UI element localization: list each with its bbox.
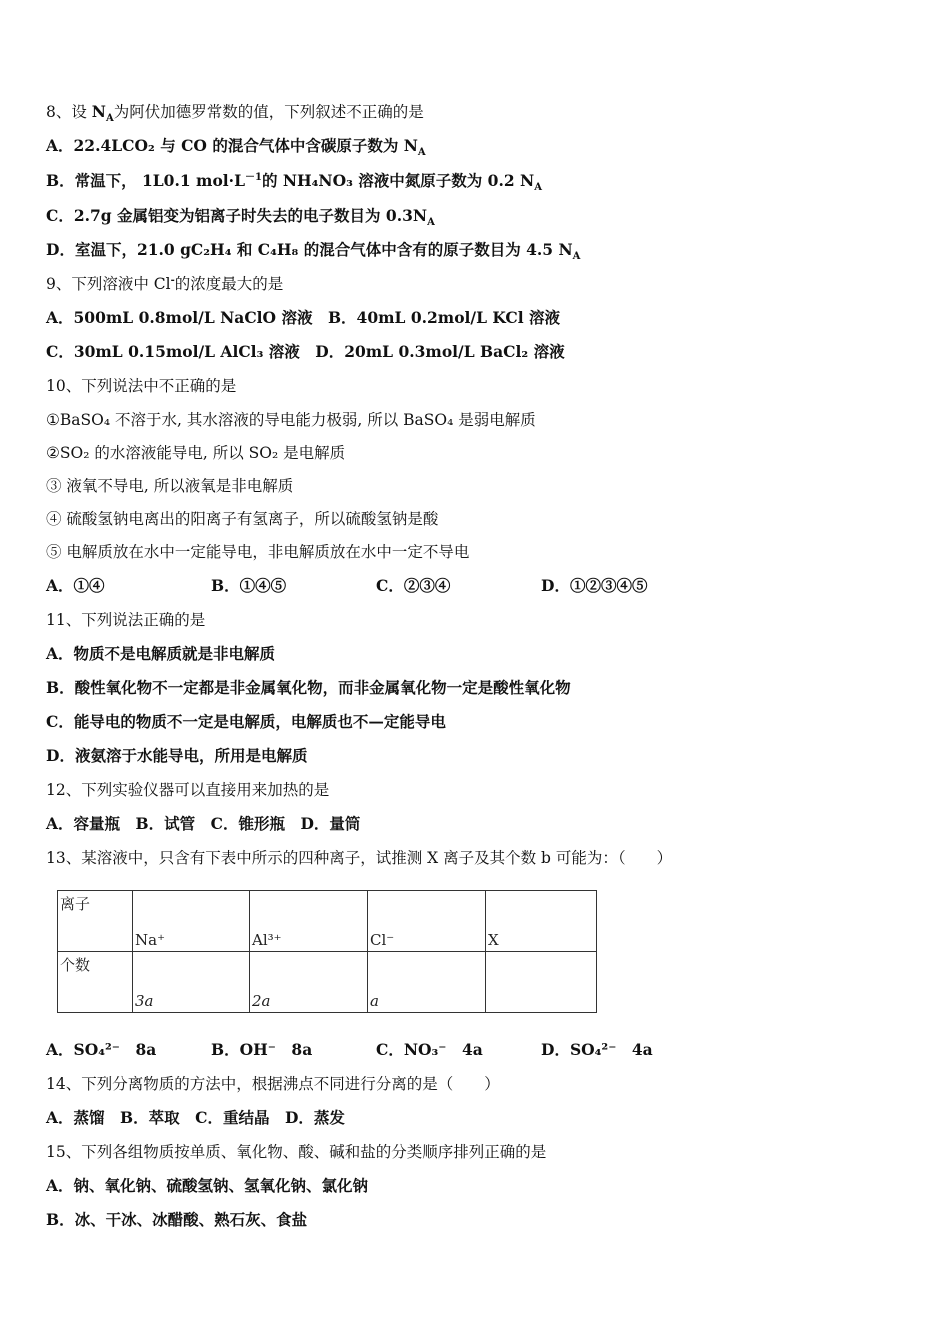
ion-table-label-ions: 离子 [58,891,133,952]
q15-option-b: B．冰、干冰、冰醋酸、熟石灰、食盐 [46,1210,308,1229]
ion-table [57,890,597,1013]
q9-options-cd: C．30mL 0.15mol/L AlCl₃ 溶液 D．20mL 0.3mol/L BaCl₂ 溶液 [46,342,565,361]
q10-option-a: A．①④ [46,576,105,595]
q14-stem: 14、下列分离物质的方法中，根据沸点不同进行分离的是（ ） [46,1075,500,1093]
ion-table-cell: X [486,891,597,952]
q10-statement-4: ④ 硫酸氢钠电离出的阳离子有氢离子，所以硫酸氢钠是酸 [46,510,439,528]
q11-option-a: A．物质不是电解质就是非电解质 [46,644,276,663]
q9-stem: 9、下列溶液中 Cl-的浓度最大的是 [46,274,284,293]
q15-option-a: A．钠、氧化钠、硫酸氢钠、氢氧化钠、氯化钠 [46,1176,369,1195]
ion-table-cell: a [368,952,486,1013]
q13-option-b: B．OH⁻ 8a [211,1040,313,1059]
q8-option-b: B．常温下， 1L0.1 $mol\cdot L^{-1}$的 NH₄NO₃ 溶液中氮原子数为 0.2 $N_A$ [46,171,542,194]
q10-statement-1: ①BaSO₄ 不溶于水, 其水溶液的导电能力极弱, 所以 BaSO₄ 是弱电解质 [46,411,536,429]
q11-option-b: B．酸性氧化物不一定都是非金属氧化物，而非金属氧化物一定是酸性氧化物 [46,678,571,697]
q13-stem: 13、某溶液中，只含有下表中所示的四种离子，试推测 X 离子及其个数 b 可能为：（ ） [46,849,673,867]
q13-option-d: D．SO₄²⁻ 4a [541,1040,653,1059]
q8-option-a: A．22.4LCO₂ 与 CO 的混合气体中含碳原子数为 $N_A$ [46,136,426,159]
q8-option-c: C．2.7g 金属铝变为铝离子时失去的电子数目为 $0.3N_A$ [46,206,435,229]
q10-options [46,576,647,596]
q13-options [46,1040,653,1060]
q12-stem: 12、下列实验仪器可以直接用来加热的是 [46,781,330,799]
ion-table-cell: Al³⁺ [250,891,368,952]
q14-options: A．蒸馏 B．萃取 C．重结晶 D．蒸发 [46,1108,345,1127]
q13-option-a: A．SO₄²⁻ 8a [46,1040,157,1059]
q10-option-b: B．①④⑤ [211,576,287,595]
ion-table-row-ions [58,891,597,952]
q12-options: A．容量瓶 B．试管 C．锥形瓶 D．量筒 [46,814,361,833]
q10-option-d: D．①②③④⑤ [541,576,648,595]
ion-table-cell: 2a [250,952,368,1013]
q13-option-c: C．NO₃⁻ 4a [376,1040,483,1059]
q10-statement-2: ②SO₂ 的水溶液能导电, 所以 SO₂ 是电解质 [46,444,346,462]
q10-option-c: C．②③④ [376,576,451,595]
ion-table-cell: 3a [133,952,250,1013]
q10-stem: 10、下列说法中不正确的是 [46,377,237,395]
q8-option-d: D．室温下，21.0 gC₂H₄ 和 C₄H₈ 的混合气体中含有的原子数目为 4.5 $N_A$ [46,240,581,263]
q11-option-c: C．能导电的物质不一定是电解质，电解质也不—定能导电 [46,712,446,731]
q15-stem: 15、下列各组物质按单质、氧化物、酸、碱和盐的分类顺序排列正确的是 [46,1143,547,1161]
q11-stem: 11、下列说法正确的是 [46,611,206,629]
ion-table-label-counts: 个数 [58,952,133,1013]
ion-table-row-counts [58,952,597,1013]
ion-table-cell: Na⁺ [133,891,250,952]
ion-table-cell: Cl⁻ [368,891,486,952]
q10-statement-3: ③ 液氧不导电, 所以液氧是非电解质 [46,477,294,495]
q11-option-d: D．液氨溶于水能导电，所用是电解质 [46,746,308,765]
q8-stem: 8、设 $N_A$为阿伏加德罗常数的值，下列叙述不正确的是 [46,102,424,125]
q9-options-ab: A．500mL 0.8mol/L NaClO 溶液 B．40mL 0.2mol/L KCl 溶液 [46,308,561,327]
q10-statement-5: ⑤ 电解质放在水中一定能导电，非电解质放在水中一定不导电 [46,543,470,561]
ion-table-cell [486,952,597,1013]
